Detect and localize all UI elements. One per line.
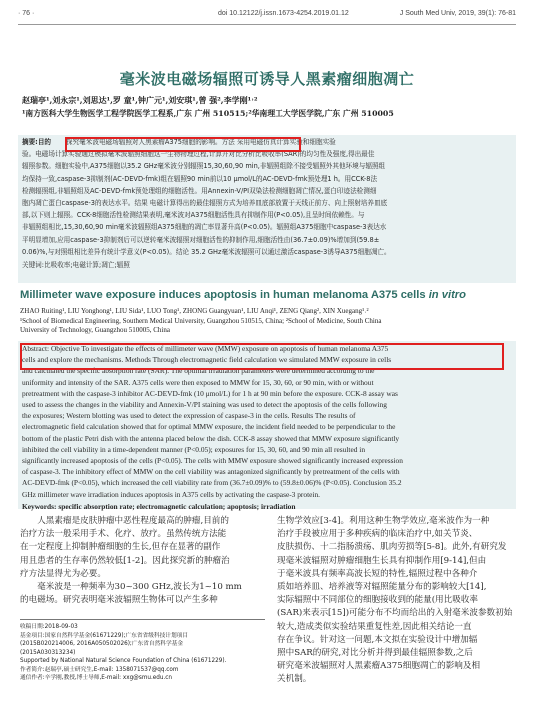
abstract-line: the exposures; Western blotting was used to detect the expression of caspase-3 in the cells. Results The results of — [22, 411, 356, 421]
abstract-line: 探究毫米波电磁场辐照对人黑素瘤A375细胞的影响。方法 采用电磁仿真计算实验和细胞实验 — [66, 138, 336, 146]
body-line: 疗方法显得尤为必要。 — [20, 568, 106, 579]
abstract-line: 均保持一致,caspase-3抑制剂(AC-DEVD-fmk)组在辐照90 min前以10 μmol/L的AC-DEVD-fmk预处理1 h。用CCK-8法 — [22, 174, 378, 183]
abstract-line: used to assess the changes in the viability and Annexin-V/PI staining was used to detect the apoptosis of the cells following — [22, 400, 387, 409]
body-line: 较大,造成类似实验结果重复性差,因此相关结论一直 — [277, 621, 472, 632]
body-line: 治疗方法一般采用手术、化疗、放疗。虽然传统方法能 — [20, 529, 227, 540]
abstract-line: electromagnetic field calculation showed that for optimal MMW exposure, the incident field needed to be perpendicular to the — [22, 422, 396, 432]
body-right-column — [277, 515, 517, 687]
footnote-line: (2015A030313234) — [20, 649, 76, 656]
body-line: 治疗手段被应用于多种疾病的临床治疗中,如关节炎、 — [277, 529, 478, 540]
highlight-box-english — [20, 343, 504, 370]
highlight-box-chinese — [65, 137, 301, 152]
body-line: 皮肤损伤、十二指肠溃疡、肌肉劳损等[5-8]。此外,有研究发 — [277, 542, 507, 553]
abstract-line: 部,以下则上辐照。CCK-8细胞活性检测结果表明,毫米波对A375细胞活性具有抑制作用(P<0.05),且呈时间依赖性。与 — [22, 211, 365, 220]
abstract-line: 辐照参数。细胞实验中,A375细胞以35.2 GHz毫米波分别辐照15,30,60,90 min,非辐照组除不接受辐照外其他环境与辐照组 — [22, 162, 386, 171]
footnote-line: 基金项目:国家自然科学基金(61671229);广东省省级科技计划项目 — [20, 632, 189, 639]
abstract-line: 平明显增加,应用caspase-3抑制剂后可以逆转毫米波辐照对细胞活性的抑制作用,细胞活性由(36.7±0.09)%增加到(59.8± — [22, 235, 380, 244]
abstract-line: GHz millimeter wave irradiation induces apoptosis in A375 cells by activating the caspase-3 protein. — [22, 489, 321, 499]
keywords: Keywords: specific absorption rate; electromagnetic calculation; apoptosis; irradiation — [22, 501, 296, 511]
footnotes — [20, 623, 265, 683]
body-line: 生物学效应[3-4]。利用这种生物学效应,毫米波作为一种 — [277, 516, 490, 526]
english-affiliation-2: University of Technology, Guangzhou 510005, China — [20, 326, 170, 334]
english-author-list: ZHAO Ruiting¹, LIU Yonghong¹, LIU Sida¹, LUO Tong¹, ZHONG Guangyuan¹, LIU Anqi¹, ZENG Qiang², XIN Xuegang¹˒² — [20, 307, 369, 315]
abstract-line: significantly increased apoptosis of the cells (P<0.05). The cells with MMW exposure showed significantly increased expression — [22, 456, 403, 465]
doi: doi 10.12122/j.issn.1673-4254.2019.01.12 — [218, 10, 349, 17]
footnote-line: Supported by National Natural Science Foundation of China (61671229). — [20, 658, 227, 664]
abstract-line: cells and explore the mechanisms. Methods Through electromagnetic field calculation we simulated MMW exposure in cells — [22, 355, 392, 365]
abstract-label: 摘要:目的 — [22, 138, 52, 146]
header-rule — [18, 24, 516, 25]
footnote-line: 作者简介:赵瑞亭,硕士研究生,E-mail: 1358071537@qq.com — [20, 666, 179, 673]
abstract-line: inhibited the cell viability in a time-dependent manner (P<0.05); exposures for 15, 30, 60, and 90 min all resulted in — [22, 444, 366, 454]
keywords: 关键词:比吸收率;电磁计算;凋亡;辐照 — [22, 261, 130, 269]
abstract-line: AC-DEVD-fmk (P<0.05), which increased the cell viability rate from (36.7±0.09)% to (59.8±0.06)% (P<0.05). Conclusion 35.2 — [22, 478, 402, 488]
footnote-rule — [20, 619, 265, 620]
body-line: 毫米波是一种频率为30~300 GHz,波长为1~10 mm — [20, 582, 242, 593]
body-line: 用且患者的生存率仍然较低[1-2]。因此探究新的肿瘤治 — [20, 555, 230, 566]
abstract-line: 0.06)%,与对照组相比差异有统计学意义(P<0.05)。结论 35.2 GHz毫米波辐照可以通过激活caspase-3诱导A375细胞凋亡。 — [22, 247, 391, 256]
footnote-line: 收稿日期:2018-09-03 — [20, 624, 78, 630]
abstract-line: 非辐照组相比,15,30,60,90 min毫米波辐照组A375细胞的凋亡率显著升高(P<0.05)。辐照组A375细胞中caspase-3表达水 — [22, 223, 387, 232]
abstract-line: 验。电磁场计算实验通过模拟毫米波辐照细胞这一生物物理过程,计算并对比分析比吸收率(SAR)的均匀性及强度,得出最佳 — [22, 150, 375, 159]
english-authors — [20, 307, 516, 336]
abstract-line: and calculated the specific absorption rate (SAR). The optimal irradiation parameters were determined according to the — [22, 366, 375, 376]
body-line: 在一定程度上抑制肿瘤细胞的生长,但存在显著的副作 — [20, 542, 221, 553]
abstract-line: bottom of the plastic Petri dish with the antenna placed below the dish. CCK-8 assay showed that MMW exposure significantly — [22, 433, 400, 443]
body-line: 研究毫米波辐照对人黑素瘤A375细胞凋亡的影响及相 — [277, 661, 481, 672]
footnote-line: (2015B020214006, 2016A050502026);广东省自然科学基金 — [20, 641, 184, 647]
body-line: 的电磁场。研究表明毫米波辐照生物体可以产生多种 — [20, 595, 218, 606]
body-line: 质如培养皿、培养液等对辐照能量分布的影响较大[14], — [277, 582, 487, 593]
journal-citation: J South Med Univ, 2019, 39(1): 76-81 — [399, 10, 516, 17]
abstract-line: 胞内凋亡蛋白caspase-3的表达水平。结果 电磁计算得出的最佳辐照方式为培养皿底部放置于天线正前方、向上照射培养皿底 — [22, 199, 388, 207]
body-line: 关机制。 — [277, 674, 312, 685]
body-line: 人黑素瘤是皮肤肿瘤中恶性程度最高的肿瘤,目前的 — [20, 516, 229, 526]
abstract-line: pretreatment with the caspase-3 inhibitor AC-DEVD-fmk (10 μmol/L) for 1 h at 90 min before the exposure. CCK-8 assay was — [22, 388, 398, 398]
running-header — [18, 8, 516, 22]
body-line: 于毫米波具有频率高波长短的特性,辐照过程中各种介 — [277, 568, 478, 579]
body-line: 现毫米波辐照对肿瘤细胞生长具有抑制作用[9-14],但由 — [277, 555, 487, 566]
chinese-authors: 赵瑞亭¹,刘永宗¹,刘思达¹,罗 童¹,钟广元¹,刘安琪¹,曾 强²,李学刚¹˒² — [22, 95, 258, 105]
body-line: 实际辐照中不同部位的细胞接收到的能量(用比吸收率 — [277, 595, 479, 606]
abstract-line: uniformity and intensity of the SAR. A375 cells were then exposed to MMW for 15, 30, 60, or 90 min, with or without — [22, 377, 374, 387]
footnote-line: 通信作者:辛学刚,教授,博士导师,E-mail: xxg@smu.edu.cn — [20, 675, 173, 681]
page-number: · 76 · — [18, 10, 35, 17]
body-line: 照中SAR的研究,对比分析并得到最佳辐照参数,之后 — [277, 648, 473, 659]
chinese-affiliation: ¹南方医科大学生物医学工程学院医学工程系,广东 广州 510515;²华南理工大学医学院,广东 广州 510005 — [22, 109, 394, 118]
chinese-title: 毫米波电磁场辐照可诱导人黑素瘤细胞凋亡 — [119, 70, 415, 88]
abstract-line: 检测辐照组,非辐照组及AC-DEVD-fmk预处理组的细胞活性。用Annexin-V/PI双染法检测细胞凋亡情况,蛋白印迹法检测细 — [22, 186, 377, 195]
body-left-column — [20, 515, 268, 607]
body-line: (SAR)来表示[15])可能分布不均而给出的入射毫米波参数初始 — [277, 608, 513, 619]
body-line: 存在争议。针对这一问题,本文拟在实验设计中增加辐 — [277, 634, 478, 645]
english-title: Millimeter wave exposure induces apoptosis in human melanoma A375 cells in vitro — [20, 289, 466, 301]
abstract-line: of caspase-3. The inhibitory effect of MMW on the cell viability was antagonized significantly by pretreatment of the cells with — [22, 467, 400, 477]
english-affiliation-1: ¹School of Biomedical Engineering, Southern Medical University, Guangzhou 510515, China; ²School of Medicine, South China — [20, 316, 382, 325]
abstract-line: Abstract: Objective To investigate the effects of millimeter wave (MMW) exposure on apoptosis of human melanoma A375 — [22, 344, 389, 353]
